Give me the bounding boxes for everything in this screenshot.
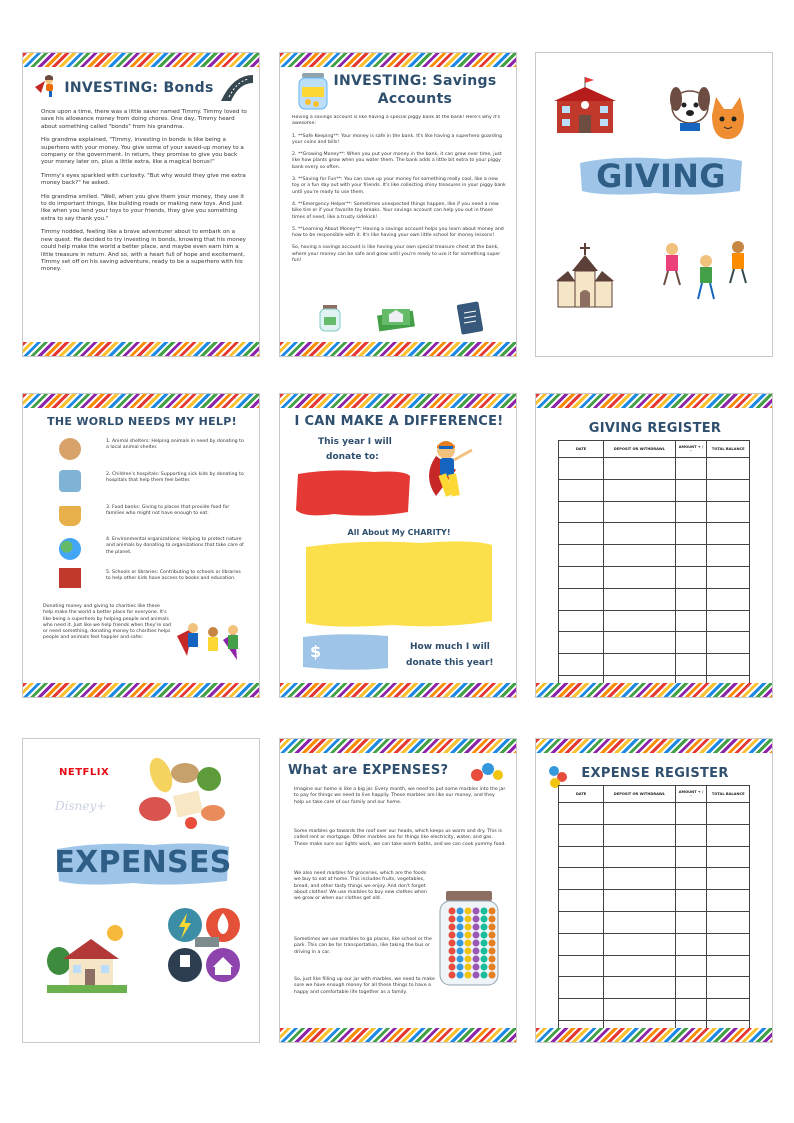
table-row	[559, 999, 750, 1021]
table-cell[interactable]	[559, 824, 604, 846]
how-much-label-1: How much I will	[410, 642, 490, 652]
table-cell[interactable]	[604, 566, 676, 588]
animal-icon	[59, 438, 81, 460]
crayon-border-bottom	[280, 683, 516, 697]
table-cell[interactable]	[604, 933, 676, 955]
netflix-logo: NETFLIX	[59, 767, 110, 778]
table-cell[interactable]	[707, 545, 750, 567]
how-much-label-2: donate this year!	[406, 658, 494, 668]
paragraph: So, having a savings account is like having your own special treasure chest at the bank, where your money can be safe and grow until you're ready to use it for something super fun!	[292, 245, 501, 264]
paragraph: Once upon a time, there was a little saver named Timmy. Timmy loved to save his allowance money from doing chores. One day, Timmy heard about something called "bonds" from his grandma.	[41, 109, 247, 130]
marble	[465, 932, 472, 939]
crayon-border-bottom	[280, 342, 516, 356]
marble	[465, 940, 472, 947]
table-cell[interactable]	[675, 479, 707, 501]
dollar-sign: $	[310, 642, 322, 661]
paragraph: 4. **Emergency Helper**: Sometimes unexpected things happen, like if you need a new bike tire or if your favorite toy breaks. Your savings account can help you out in those times of need, like a trusty sidekick!	[292, 201, 499, 220]
marble	[449, 916, 456, 923]
table-cell[interactable]	[604, 610, 676, 632]
marble	[481, 948, 488, 955]
paragraph: 1. **Safe Keeping**: Your money is safe in the bank. It's like having a superhero guarding your coins and bills!	[292, 133, 502, 145]
marble	[481, 908, 488, 915]
paragraph: Timmy nodded, feeling like a brave adventurer about to embark on a new quest. He decided to try investing in bonds, knowing that his money could help make the world a better place, and maybe even earn him a little treasure in return. And so, with a heart full of hope and excitement, Timmy set off on his saving adventure, ready to be a superhero with his money.	[41, 229, 246, 273]
table-cell[interactable]	[604, 523, 676, 545]
page-title: THE WORLD NEEDS MY HELP!	[47, 415, 237, 428]
table-row	[559, 846, 750, 868]
marble	[489, 964, 496, 971]
school-icon	[59, 568, 81, 588]
money-jar-icon	[318, 303, 342, 333]
table-cell[interactable]	[604, 824, 676, 846]
marble	[449, 948, 456, 955]
column-header: AMOUNT + / -	[675, 441, 707, 458]
paragraph: 5. **Learning About Money**: Having a savings account helps you learn about money and how to be responsible with it. It's like having your own little school for money lessons!	[292, 226, 504, 239]
paragraph: Some marbles go towards the roof over our heads, which keeps us warm and dry. This is called rent or mortgage. Other marbles are for things like electricity, water, and gas. These make sure our lights work, we can take warm baths, and we can cook yummy food.	[294, 829, 506, 847]
table-row	[559, 545, 750, 567]
table-cell[interactable]	[707, 632, 750, 654]
marble	[449, 972, 456, 979]
table-cell[interactable]	[559, 977, 604, 999]
paragraph: So, just like filling up our jar with marbles, we need to make sure we have enough money for all these things to have a happy and comfortable life together as a family.	[294, 977, 435, 995]
marble	[457, 932, 464, 939]
charity-item: 5. Schools or libraries: Contributing to schools or libraries to help other kids have access to books and education.	[106, 570, 241, 582]
paragraph: His grandma smiled. "Well, when you give them your money, they use it to do important things, like building roads or making new toys. And just like when you lend your toys to your friends, they give you something extra to say thank you."	[41, 193, 245, 222]
table-cell[interactable]	[707, 458, 750, 480]
table-cell[interactable]	[707, 588, 750, 610]
page-title: What are EXPENSES?	[288, 763, 449, 778]
marble	[457, 948, 464, 955]
page-expenses-cover	[22, 738, 260, 1043]
house-icon	[45, 921, 129, 995]
table-cell[interactable]	[707, 846, 750, 868]
intro-paragraph: Imagine our home is like a big jar. Every month, we need to put some marbles into the jar to pay for things we need to live happily. These marbles are like our money, and they help us take care of our family and our home.	[294, 787, 506, 805]
charity-label: All About My CHARITY!	[347, 528, 451, 537]
page-expense-register	[535, 738, 773, 1043]
table-row	[559, 566, 750, 588]
earth-icon	[59, 538, 81, 560]
marble	[473, 916, 480, 923]
table-cell[interactable]	[707, 654, 750, 676]
marble	[481, 940, 488, 947]
page-giving-cover	[535, 52, 773, 357]
marble	[489, 972, 496, 979]
table-cell[interactable]	[707, 479, 750, 501]
marble	[489, 916, 496, 923]
table-cell[interactable]	[559, 610, 604, 632]
giving-register-table	[558, 440, 750, 698]
paragraph: His grandma explained, "Timmy, investing in bonds is like being a superhero with your money. You give some of your saved-up money to a company or the government. In return, they promise to give you back your money later on, plus a little extra, like a magical bonus!"	[41, 137, 244, 166]
table-cell[interactable]	[559, 803, 604, 825]
table-cell[interactable]	[559, 523, 604, 545]
donate-to-label-1: This year I will	[318, 437, 392, 447]
table-cell[interactable]	[604, 911, 676, 933]
paragraph: Sometimes we use marbles to go places, like school or the park. This can be for transportation, like taking the bus or driving in a car.	[294, 937, 432, 955]
table-cell[interactable]	[675, 654, 707, 676]
paragraph: 3. **Saving for Fun**: You can save up your money for something really cool, like a new toy or a fun day out with your friends. It's like collecting shiny treasures in your piggy bank until you're ready to use them.	[292, 177, 506, 195]
table-cell[interactable]	[675, 523, 707, 545]
paragraph: Timmy's eyes sparkled with curiosity. "But why would they give me extra money back?" he asked.	[41, 172, 246, 187]
marble	[481, 924, 488, 931]
table-cell[interactable]	[707, 803, 750, 825]
crayon-border-top	[23, 394, 259, 408]
column-header: TOTAL BALANCE	[707, 441, 750, 458]
crayon-border-top	[536, 739, 772, 753]
table-cell[interactable]	[707, 977, 750, 999]
table-row	[559, 479, 750, 501]
marble	[465, 908, 472, 915]
crayon-border-top	[23, 53, 259, 67]
paragraph: We also need marbles for groceries, which are the foods we buy to eat at home. This includes fruits, vegetables, bread, and other tasty things we enjoy. And don't forget about clothes! We use marbles to buy new clothes when we grow or when our clothes get old.	[294, 871, 427, 902]
table-cell[interactable]	[604, 501, 676, 523]
superhero-kids-icon	[173, 616, 247, 672]
page-what-are-expenses	[279, 738, 517, 1043]
donate-to-label-2: donate to:	[326, 452, 379, 462]
table-cell[interactable]	[707, 955, 750, 977]
marble	[473, 964, 480, 971]
table-cell[interactable]	[707, 868, 750, 890]
marble	[473, 940, 480, 947]
page-title-line-1: INVESTING: Savings	[333, 73, 497, 89]
page-investing-bonds	[22, 52, 260, 357]
table-cell[interactable]	[559, 501, 604, 523]
table-row	[559, 610, 750, 632]
table-cell[interactable]	[559, 588, 604, 610]
table-row	[559, 803, 750, 825]
table-cell[interactable]	[604, 654, 676, 676]
table-cell[interactable]	[559, 955, 604, 977]
crayon-border-bottom	[536, 683, 772, 697]
closing-paragraph: Donating money and giving to charities like these help make the world a better place for everyone. It's like being a superhero by helping people and animals who need it. Just like we help friends when they're sad or need something, donating money to charities helps people and animals feel happier and safer.	[43, 604, 172, 641]
marble	[473, 932, 480, 939]
flying-superhero-icon	[416, 430, 492, 510]
table-cell[interactable]	[604, 479, 676, 501]
column-header: DEPOSIT OR WITHDRAWL	[604, 441, 676, 458]
table-cell[interactable]	[707, 610, 750, 632]
table-row	[559, 911, 750, 933]
crayon-border-bottom	[536, 1028, 772, 1042]
table-cell[interactable]	[675, 868, 707, 890]
table-cell[interactable]	[559, 868, 604, 890]
table-row	[559, 868, 750, 890]
road-icon	[219, 71, 255, 103]
table-row	[559, 632, 750, 654]
page-investing-savings	[279, 52, 517, 357]
marble	[457, 956, 464, 963]
expense-register-table	[558, 785, 750, 1043]
marble	[449, 956, 456, 963]
table-cell[interactable]	[559, 654, 604, 676]
marble	[489, 924, 496, 931]
story-text	[41, 109, 247, 339]
table-cell[interactable]	[559, 545, 604, 567]
table-cell[interactable]	[604, 803, 676, 825]
table-cell[interactable]	[559, 890, 604, 912]
table-body	[559, 803, 750, 1043]
marble	[465, 924, 472, 931]
table-cell[interactable]	[604, 632, 676, 654]
superhero-girl-icon	[31, 71, 59, 99]
table-cell[interactable]	[675, 846, 707, 868]
marble	[481, 932, 488, 939]
page-title: I CAN MAKE A DIFFERENCE!	[294, 414, 504, 429]
disney-logo: Disney+	[55, 799, 107, 813]
table-cell[interactable]	[675, 955, 707, 977]
marble-jar-icon	[436, 889, 502, 989]
table-cell[interactable]	[604, 458, 676, 480]
crayon-border-bottom	[280, 1028, 516, 1042]
charity-item: 2. Children's hospitals: Supporting sick kids by donating to hospitals that help them feel better.	[106, 472, 244, 484]
marble	[473, 948, 480, 955]
table-cell[interactable]	[675, 566, 707, 588]
table-cell[interactable]	[707, 566, 750, 588]
page-giving-register	[535, 393, 773, 698]
table-cell[interactable]	[604, 868, 676, 890]
table-cell[interactable]	[707, 999, 750, 1021]
table-header-row	[559, 786, 750, 803]
utilities-icon	[165, 905, 245, 987]
marble	[473, 908, 480, 915]
marble	[489, 948, 496, 955]
table-row	[559, 955, 750, 977]
column-header: TOTAL BALANCE	[707, 786, 750, 803]
hospital-people-icon	[59, 470, 81, 492]
marble	[465, 956, 472, 963]
marble	[481, 972, 488, 979]
table-row	[559, 977, 750, 999]
table-row	[559, 890, 750, 912]
table-cell[interactable]	[559, 458, 604, 480]
table-row	[559, 588, 750, 610]
table-cell[interactable]	[559, 933, 604, 955]
paragraph: Having a savings account is like having a special piggy bank at the bank! Here's why it's awesome:	[292, 115, 501, 127]
kids-playing-icon	[654, 235, 754, 305]
food-basket-icon	[59, 506, 81, 526]
crayon-border-top	[280, 739, 516, 753]
table-cell[interactable]	[675, 933, 707, 955]
page-title: INVESTING: Bonds	[64, 80, 214, 96]
page-title: EXPENSE REGISTER	[581, 766, 729, 781]
table-cell[interactable]	[675, 824, 707, 846]
marble	[457, 940, 464, 947]
table-body	[559, 458, 750, 698]
marble	[457, 916, 464, 923]
red-brush-field	[294, 468, 412, 518]
table-row	[559, 654, 750, 676]
table-cell[interactable]	[604, 890, 676, 912]
marble	[465, 916, 472, 923]
savings-text	[292, 115, 506, 305]
marble	[457, 964, 464, 971]
marble	[489, 908, 496, 915]
table-cell[interactable]	[559, 479, 604, 501]
bank-money-icon	[376, 305, 416, 333]
table-cell[interactable]	[675, 632, 707, 654]
page-make-a-difference	[279, 393, 517, 698]
marble	[473, 924, 480, 931]
paragraph: 2. **Growing Money**: When you put your money in the bank, it can grow over time, just like how plants grow when you water them. The bank adds a little bit extra to your piggy bank every so often.	[292, 152, 502, 170]
charity-item: 1. Animal shelters: Helping animals in need by donating to a local animal shelter.	[106, 439, 244, 451]
marble	[481, 916, 488, 923]
table-cell[interactable]	[707, 890, 750, 912]
table-cell[interactable]	[604, 955, 676, 977]
page-title-line-2: Accounts	[377, 91, 453, 107]
marble	[481, 956, 488, 963]
table-cell[interactable]	[675, 458, 707, 480]
table-cell[interactable]	[675, 803, 707, 825]
column-header: DATE	[559, 441, 604, 458]
page-world-needs-help	[22, 393, 260, 698]
marble	[449, 940, 456, 947]
crayon-border-top	[280, 53, 516, 67]
marble	[473, 956, 480, 963]
table-cell[interactable]	[707, 824, 750, 846]
crayon-border-bottom	[23, 683, 259, 697]
table-cell[interactable]	[604, 846, 676, 868]
table-cell[interactable]	[675, 610, 707, 632]
marble	[457, 924, 464, 931]
marble	[489, 956, 496, 963]
page-title: GIVING REGISTER	[588, 421, 722, 436]
table-cell[interactable]	[604, 999, 676, 1021]
table-cell[interactable]	[675, 977, 707, 999]
marble	[489, 932, 496, 939]
groceries-icon	[131, 753, 231, 835]
column-header: DEPOSIT OR WITHDRAWL	[604, 786, 676, 803]
marble	[489, 940, 496, 947]
table-cell[interactable]	[559, 911, 604, 933]
school-building-icon	[552, 75, 618, 135]
table-cell[interactable]	[604, 588, 676, 610]
marble	[473, 972, 480, 979]
charity-item: 4. Environmental organizations: Helping to protect nature and animals by donating to organizations that take care of the planet.	[106, 537, 244, 555]
table-row	[559, 523, 750, 545]
table-header-row	[559, 441, 750, 458]
table-row	[559, 458, 750, 480]
marble	[449, 964, 456, 971]
table-cell[interactable]	[675, 911, 707, 933]
table-cell[interactable]	[675, 999, 707, 1021]
table-cell[interactable]	[675, 501, 707, 523]
column-header: AMOUNT + / -	[675, 786, 707, 803]
giving-title: GIVING	[596, 157, 726, 195]
marble	[449, 932, 456, 939]
marble	[481, 964, 488, 971]
table-cell[interactable]	[559, 632, 604, 654]
table-cell[interactable]	[559, 846, 604, 868]
crayon-border-bottom	[23, 342, 259, 356]
document-icon	[456, 301, 484, 335]
marbles-icon	[470, 761, 504, 783]
table-row	[559, 933, 750, 955]
church-icon	[554, 241, 616, 309]
marble	[449, 924, 456, 931]
yellow-brush-field	[302, 539, 496, 629]
marble	[465, 964, 472, 971]
table-cell[interactable]	[707, 501, 750, 523]
marble	[457, 908, 464, 915]
table-cell[interactable]	[707, 933, 750, 955]
table-cell[interactable]	[675, 890, 707, 912]
table-cell[interactable]	[559, 566, 604, 588]
column-header: DATE	[559, 786, 604, 803]
marble	[465, 972, 472, 979]
marble	[465, 948, 472, 955]
marble	[449, 908, 456, 915]
crayon-border-top	[536, 394, 772, 408]
dog-and-cat-icon	[662, 79, 748, 145]
table-cell[interactable]	[707, 523, 750, 545]
table-row	[559, 824, 750, 846]
table-cell[interactable]	[604, 545, 676, 567]
table-row	[559, 501, 750, 523]
table-cell[interactable]	[675, 545, 707, 567]
crayon-border-top	[280, 394, 516, 408]
table-cell[interactable]	[707, 911, 750, 933]
charity-item: 3. Food banks: Giving to places that provide food for families who might not have enough to eat.	[106, 505, 230, 517]
marble	[457, 972, 464, 979]
table-cell[interactable]	[604, 977, 676, 999]
expenses-title: EXPENSES	[54, 845, 232, 880]
table-cell[interactable]	[675, 588, 707, 610]
table-cell[interactable]	[559, 999, 604, 1021]
